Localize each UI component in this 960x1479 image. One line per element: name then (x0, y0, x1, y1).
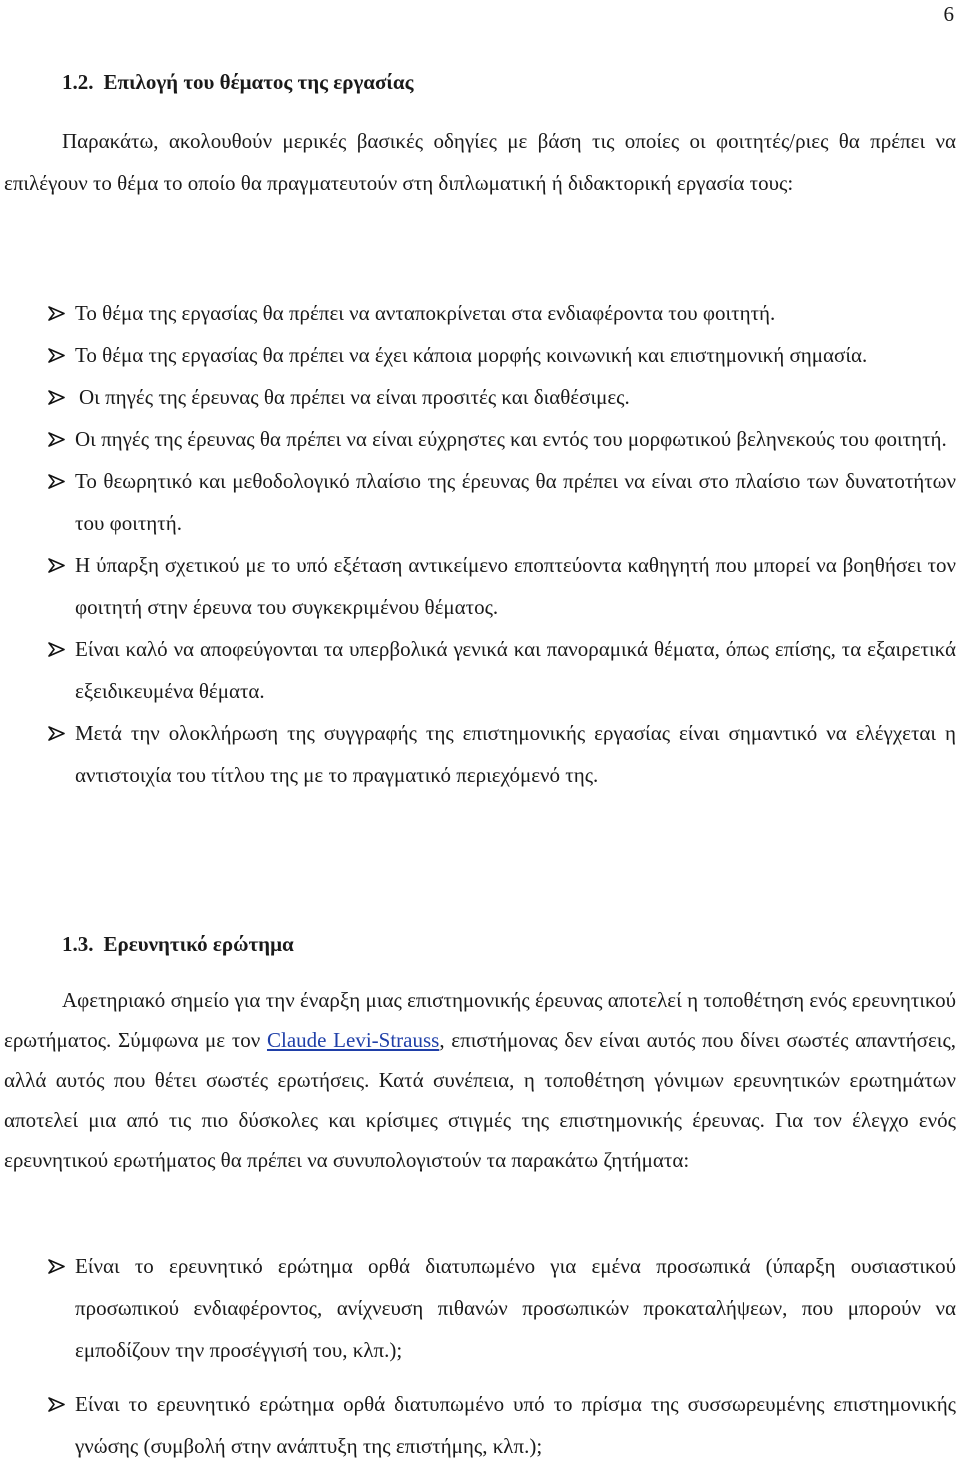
section-number: 1.2. (62, 70, 94, 94)
topic-guidelines-list (4, 292, 956, 796)
list-item-text: Οι πηγές της έρευνας θα πρέπει να είναι εύχρηστες και εντός του μορφωτικού βεληνεκούς του φοιτητή. (75, 427, 947, 451)
research-question-paragraph (4, 980, 956, 1180)
intro-paragraph: Παρακάτω, ακολουθούν μερικές βασικές οδηγίες με βάση τις οποίες οι φοιτητές/ριες θα πρέπει να επιλέγουν το θέμα το οποίο θα πραγματευτούν στη διπλωματική ή διδακτορική εργασία τους: (4, 129, 956, 195)
list-item (4, 460, 956, 544)
arrow-bullet-icon (48, 474, 65, 489)
list-item (4, 418, 956, 460)
arrow-bullet-icon (48, 1259, 65, 1274)
paragraph-text-end: , επιστήμονας δεν είναι αυτός που δίνει σωστές απαντήσεις, αλλά αυτός που θέτει σωστές ερωτήσεις. Κατά συνέπεια, η τοποθέτηση γόνιμων ερευνητικών ερωτημάτων αποτελεί μια από τις πιο δύσκολες και κρίσιμες στιγμές της επιστημονικής έρευνας. Για τον έλεγχο ενός ερευνητικού ερωτήματος θα πρέπει να συνυπολογιστούν τα παρακάτω ζητήματα: (4, 1028, 957, 1172)
list-item-text: Οι πηγές της έρευνας θα πρέπει να είναι προσιτές και διαθέσιμες. (79, 385, 630, 409)
list-item (4, 1383, 956, 1467)
section-title: Ερευνητικό ερώτημα (103, 932, 294, 956)
list-item (4, 544, 956, 628)
list-item-text: Μετά την ολοκλήρωση της συγγραφής της επιστημονικής εργασίας είναι σημαντικό να ελέγχεται η αντιστοιχία του τίτλου της με το πραγματικό περιεχόμενό της. (75, 721, 956, 787)
list-item-text: Είναι το ερευνητικό ερώτημα ορθά διατυπωμένο υπό το πρίσμα της συσσωρευμένης επιστημονικής γνώσης (συμβολή στην ανάπτυξη της επιστήμης, κλπ.); (75, 1392, 956, 1458)
arrow-bullet-icon (48, 558, 65, 573)
list-item-text: Το θέμα της εργασίας θα πρέπει να έχει κάποια μορφής κοινωνική και επιστημονική σημασία. (75, 343, 868, 367)
list-item (4, 376, 956, 418)
arrow-bullet-icon (48, 306, 65, 321)
section-heading-1-2 (62, 70, 414, 95)
section-number: 1.3. (62, 932, 94, 956)
list-item (4, 628, 956, 712)
list-item (4, 712, 956, 796)
list-item-text: Το θεωρητικό και μεθοδολογικό πλαίσιο της έρευνας θα πρέπει να είναι στο πλαίσιο των δυνατοτήτων του φοιτητή. (75, 469, 956, 535)
list-item-text: Είναι καλό να αποφεύγονται τα υπερβολικά γενικά και πανοραμικά θέματα, όπως επίσης, τα εξαιρετικά εξειδικευμένα θέματα. (75, 637, 956, 703)
list-item (4, 334, 956, 376)
paragraph-text-start: Αφετηριακό σημείο για την έναρξη μιας επιστημονικής έρευνας αποτελεί η τοποθέτηση ενός ερευνητικού ερωτήματος. Σύμφωνα με τον (4, 988, 956, 1052)
research-question-checklist (4, 1245, 956, 1479)
arrow-bullet-icon (48, 348, 65, 363)
list-item-text: Η ύπαρξη σχετικού με το υπό εξέταση αντικείμενο εποπτεύοντα καθηγητή που μπορεί να βοηθήσει τον φοιτητή στην έρευνα του συγκεκριμένου θέματος. (75, 553, 956, 619)
arrow-bullet-icon (48, 390, 65, 405)
list-item (4, 1245, 956, 1371)
page-number: 6 (943, 2, 954, 26)
claude-levi-strauss-link[interactable]: Claude Levi-Strauss (266, 1028, 440, 1052)
list-item (4, 292, 956, 334)
arrow-bullet-icon (48, 642, 65, 657)
list-item-text: Το θέμα της εργασίας θα πρέπει να ανταποκρίνεται στα ενδιαφέροντα του φοιτητή. (75, 301, 776, 325)
list-item-text: Είναι το ερευνητικό ερώτημα ορθά διατυπωμένο για εμένα προσωπικά (ύπαρξη ουσιαστικού προσωπικού ενδιαφέροντος, ανίχνευση πιθανών προσωπικών προκαταλήψεων, που μπορούν να εμποδίζουν την προσέγγισή του, κλπ.); (75, 1254, 956, 1362)
section-heading-1-3 (62, 932, 294, 957)
arrow-bullet-icon (48, 726, 65, 741)
arrow-bullet-icon (48, 432, 65, 447)
arrow-bullet-icon (48, 1397, 65, 1412)
section-title: Επιλογή του θέματος της εργασίας (103, 70, 414, 94)
